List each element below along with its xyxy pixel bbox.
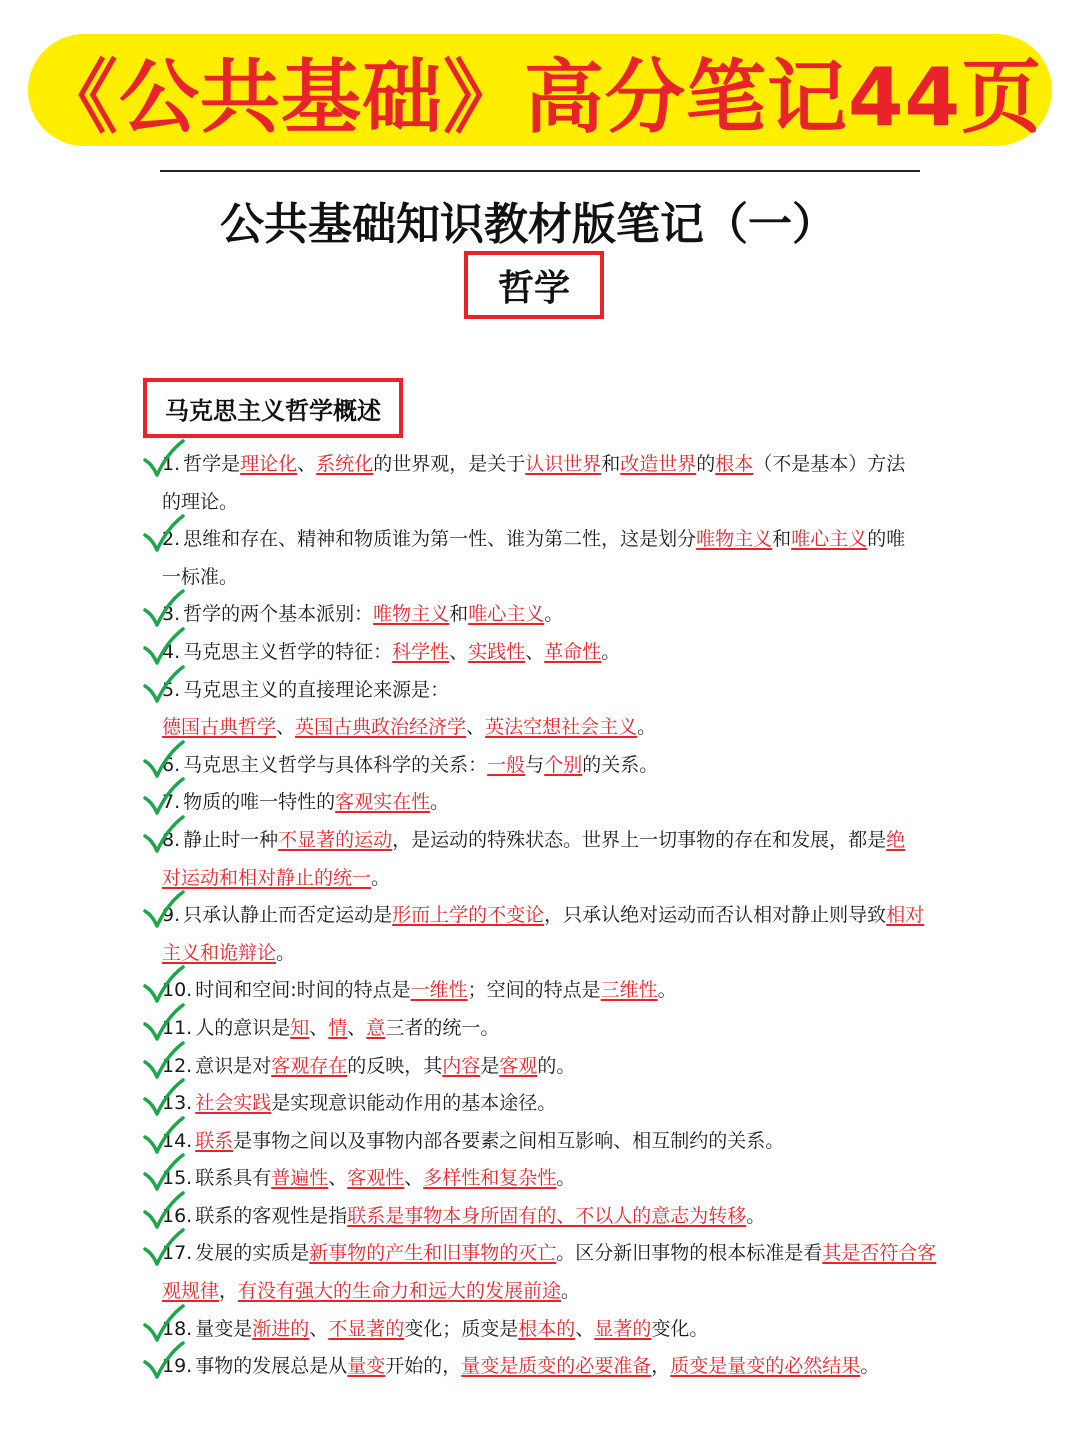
item-number: 7. (162, 791, 181, 814)
note-text: 、 (575, 1317, 595, 1340)
item-number: 2. (162, 528, 181, 551)
check-mark-icon (142, 626, 186, 668)
subject-text: 哲学 (497, 267, 570, 309)
keyword-highlight: 实践性 (468, 640, 526, 663)
keyword-highlight: 三维性 (600, 979, 658, 1002)
keyword-highlight: 形而上学的不变论 (392, 904, 545, 927)
note-text: 和 (772, 528, 792, 551)
note-text: 、 (404, 1167, 424, 1190)
check-mark-icon (142, 776, 186, 818)
note-text: 。 (561, 1280, 581, 1303)
keyword-highlight: 唯物主义 (373, 603, 450, 626)
keyword-highlight: 新事物的产生和旧事物的灭亡 (309, 1242, 557, 1265)
note-text: 马克思主义哲学的特征： (183, 640, 393, 663)
keyword-highlight: 客观性 (347, 1167, 405, 1190)
divider (160, 170, 920, 172)
item-number: 12. (162, 1054, 193, 1077)
note-line (162, 1085, 932, 1123)
keyword-highlight: 绝 (886, 828, 906, 851)
note-line (162, 1273, 932, 1311)
item-number: 1. (162, 453, 181, 475)
note-text: 的关系。 (582, 753, 659, 776)
subject-label (464, 251, 604, 319)
note-line (162, 709, 932, 747)
note-text: 。 (637, 716, 657, 739)
note-text: ， (219, 1280, 239, 1303)
section-heading-text: 马克思主义哲学概述 (165, 396, 381, 425)
note-text: 的 (696, 453, 716, 475)
note-text: 哲学的两个基本派别： (183, 603, 374, 626)
note-text: 、 (347, 1016, 367, 1039)
keyword-highlight: 不显著的 (328, 1317, 405, 1340)
note-text: 和 (601, 453, 621, 475)
note-text: 的。 (537, 1054, 576, 1077)
note-text: 是 (480, 1054, 500, 1077)
keyword-highlight: 质变是量变的必然结果 (670, 1355, 861, 1378)
keyword-highlight: 不显著的运动 (278, 828, 393, 851)
check-mark-icon (142, 1002, 186, 1044)
check-mark-icon (142, 1190, 186, 1232)
note-text: ，只承认绝对运动而否认相对静止则导致 (544, 904, 887, 927)
keyword-highlight: 客观 (499, 1054, 538, 1077)
note-line (162, 559, 932, 597)
item-number: 14. (162, 1129, 193, 1152)
keyword-highlight: 量变是质变的必要准备 (461, 1355, 652, 1378)
item-number: 17. (162, 1242, 193, 1265)
note-text: 马克思主义哲学与具体科学的关系： (183, 753, 488, 776)
keyword-highlight: 一般 (487, 753, 526, 776)
note-text: 人的意识是 (195, 1016, 291, 1039)
keyword-highlight: 对运动和相对静止的统一 (162, 866, 372, 889)
check-mark-icon (142, 964, 186, 1006)
note-text: 和 (449, 603, 469, 626)
item-number: 10. (162, 979, 193, 1002)
item-number: 4. (162, 640, 181, 663)
note-line (162, 1348, 932, 1386)
item-number: 9. (162, 904, 181, 927)
check-mark-icon (142, 1040, 186, 1082)
keyword-highlight: 相对 (886, 904, 925, 927)
note-text: 开始的， (385, 1355, 462, 1378)
note-line (162, 935, 932, 973)
item-number: 5. (162, 678, 181, 701)
note-text: ，是运动的特殊状态。世界上一切事物的存在和发展，都是 (392, 828, 887, 851)
note-text: 、 (466, 716, 486, 739)
note-text: 、 (328, 1167, 348, 1190)
note-text: 静止时一种 (183, 828, 279, 851)
note-line (162, 672, 932, 710)
note-line (162, 784, 932, 822)
check-mark-icon (142, 889, 186, 931)
note-text: 。 (601, 640, 621, 663)
note-text: 量变是 (195, 1317, 253, 1340)
item-number: 3. (162, 603, 181, 626)
note-text: 。 (746, 1204, 766, 1227)
note-text: 变化。 (651, 1317, 709, 1340)
note-line (162, 1048, 932, 1086)
keyword-highlight: 唯心主义 (791, 528, 868, 551)
keyword-highlight: 意 (366, 1016, 386, 1039)
note-text: 。 (371, 866, 391, 889)
keyword-highlight: 客观实在性 (335, 791, 431, 814)
check-mark-icon (142, 1152, 186, 1194)
keyword-highlight: 系统化 (316, 453, 374, 475)
note-text: 。区分新旧事物的根本标准是看 (556, 1242, 823, 1265)
note-text: 。 (276, 941, 296, 964)
note-line (162, 596, 932, 634)
keyword-highlight: 英国古典政治经济学 (295, 716, 467, 739)
keyword-highlight: 知 (290, 1016, 310, 1039)
note-text: 一标准。 (162, 565, 239, 588)
note-text: 变化；质变是 (404, 1317, 519, 1340)
keyword-highlight: 其是否符合客 (822, 1242, 937, 1265)
check-mark-icon (142, 1115, 186, 1157)
notes-list (162, 446, 937, 1386)
note-line (162, 446, 932, 484)
note-text: 三者的统一。 (385, 1016, 500, 1039)
note-text: 。 (430, 791, 450, 814)
note-text: 意识是对 (195, 1054, 272, 1077)
note-text: 发展的实质是 (195, 1242, 310, 1265)
note-text: 的理论。 (162, 490, 239, 513)
note-text: 与 (525, 753, 545, 776)
note-line (162, 521, 932, 559)
title-banner (28, 34, 1052, 146)
note-text: 联系的客观性是指 (195, 1204, 348, 1227)
note-text: 、 (309, 1317, 329, 1340)
note-text: 时间和空间:时间的特点是 (195, 979, 411, 1002)
item-number: 16. (162, 1204, 193, 1227)
keyword-highlight: 根本的 (518, 1317, 576, 1340)
keyword-highlight: 情 (328, 1016, 348, 1039)
note-text: 事物的发展总是从 (195, 1355, 348, 1378)
item-number: 11. (162, 1016, 193, 1039)
keyword-highlight: 英法空想社会主义 (485, 716, 638, 739)
keyword-highlight: 理论化 (240, 453, 298, 475)
note-text: 是事物之间以及事物内部各要素之间相互影响、相互制约的关系。 (233, 1129, 785, 1152)
check-mark-icon (142, 1303, 186, 1345)
note-line (162, 1010, 932, 1048)
note-line (162, 1123, 932, 1161)
note-text: 、 (449, 640, 469, 663)
keyword-highlight: 有没有强大的生命力和远大的发展前途 (238, 1280, 562, 1303)
note-text: 思维和存在、精神和物质谁为第一性、谁为第二性，这是划分 (183, 528, 697, 551)
note-text: 的反映，其 (347, 1054, 443, 1077)
note-text: 、 (525, 640, 545, 663)
keyword-highlight: 革命性 (544, 640, 602, 663)
check-mark-icon (142, 1340, 186, 1382)
note-text: 马克思主义的直接理论来源是： (183, 678, 450, 701)
item-number: 6. (162, 753, 181, 776)
item-number: 19. (162, 1355, 193, 1378)
note-text: 。 (860, 1355, 880, 1378)
check-mark-icon (142, 739, 186, 781)
note-line (162, 1198, 932, 1236)
note-text: （不是基本）方法 (753, 453, 906, 475)
keyword-highlight: 改造世界 (620, 453, 697, 475)
note-line (162, 1160, 932, 1198)
note-line (162, 1235, 937, 1273)
keyword-highlight: 观规律 (162, 1280, 220, 1303)
keyword-highlight: 普遍性 (271, 1167, 329, 1190)
check-mark-icon (142, 664, 186, 706)
check-mark-icon (142, 438, 186, 480)
banner-title: 《公共基础》高分笔记44页 (37, 50, 1043, 144)
keyword-highlight: 内容 (442, 1054, 481, 1077)
keyword-highlight: 显著的 (594, 1317, 652, 1340)
keyword-highlight: 联系是事物本身所固有的、不以人的意志为转移 (347, 1204, 747, 1227)
keyword-highlight: 德国古典哲学 (162, 716, 277, 739)
note-text: 、 (309, 1016, 329, 1039)
keyword-highlight: 量变 (347, 1355, 386, 1378)
note-text: ；空间的特点是 (467, 979, 601, 1002)
keyword-highlight: 个别 (544, 753, 583, 776)
keyword-highlight: 唯心主义 (468, 603, 545, 626)
note-text: 。 (657, 979, 677, 1002)
note-text: 只承认静止而否定运动是 (183, 904, 393, 927)
note-text: 联系具有 (195, 1167, 272, 1190)
note-line (162, 860, 932, 898)
check-mark-icon (142, 1227, 186, 1269)
section-heading (143, 378, 403, 438)
check-mark-icon (142, 588, 186, 630)
note-text: 、 (297, 453, 317, 475)
keyword-highlight: 科学性 (392, 640, 450, 663)
keyword-highlight: 客观存在 (271, 1054, 348, 1077)
note-text: 物质的唯一特性的 (183, 791, 336, 814)
note-line (162, 897, 932, 935)
note-text: 。 (556, 1167, 576, 1190)
note-text: 的世界观，是关于 (373, 453, 526, 475)
note-line (162, 1311, 932, 1349)
check-mark-icon (142, 814, 186, 856)
item-number: 8. (162, 828, 181, 851)
note-text: 、 (276, 716, 296, 739)
item-number: 15. (162, 1167, 193, 1190)
note-text: 是实现意识能动作用的基本途径。 (271, 1092, 557, 1115)
note-line (162, 747, 932, 785)
document-title: 公共基础知识教材版笔记（一） (220, 199, 836, 250)
keyword-highlight: 多样性和复杂性 (423, 1167, 557, 1190)
keyword-highlight: 渐进的 (252, 1317, 310, 1340)
note-line (162, 822, 932, 860)
note-line (162, 484, 932, 522)
note-line (162, 972, 932, 1010)
check-mark-icon (142, 513, 186, 555)
keyword-highlight: 社会实践 (195, 1092, 272, 1115)
keyword-highlight: 主义和诡辩论 (162, 941, 277, 964)
note-text: 。 (544, 603, 564, 626)
note-line (162, 634, 932, 672)
check-mark-icon (142, 1077, 186, 1119)
note-text: 的唯 (867, 528, 906, 551)
keyword-highlight: 根本 (715, 453, 754, 475)
item-number: 13. (162, 1092, 193, 1115)
keyword-highlight: 联系 (195, 1129, 234, 1152)
keyword-highlight: 一维性 (410, 979, 468, 1002)
keyword-highlight: 唯物主义 (696, 528, 773, 551)
keyword-highlight: 认识世界 (525, 453, 602, 475)
note-text: 哲学是 (183, 453, 241, 475)
item-number: 18. (162, 1317, 193, 1340)
note-text: ， (651, 1355, 671, 1378)
